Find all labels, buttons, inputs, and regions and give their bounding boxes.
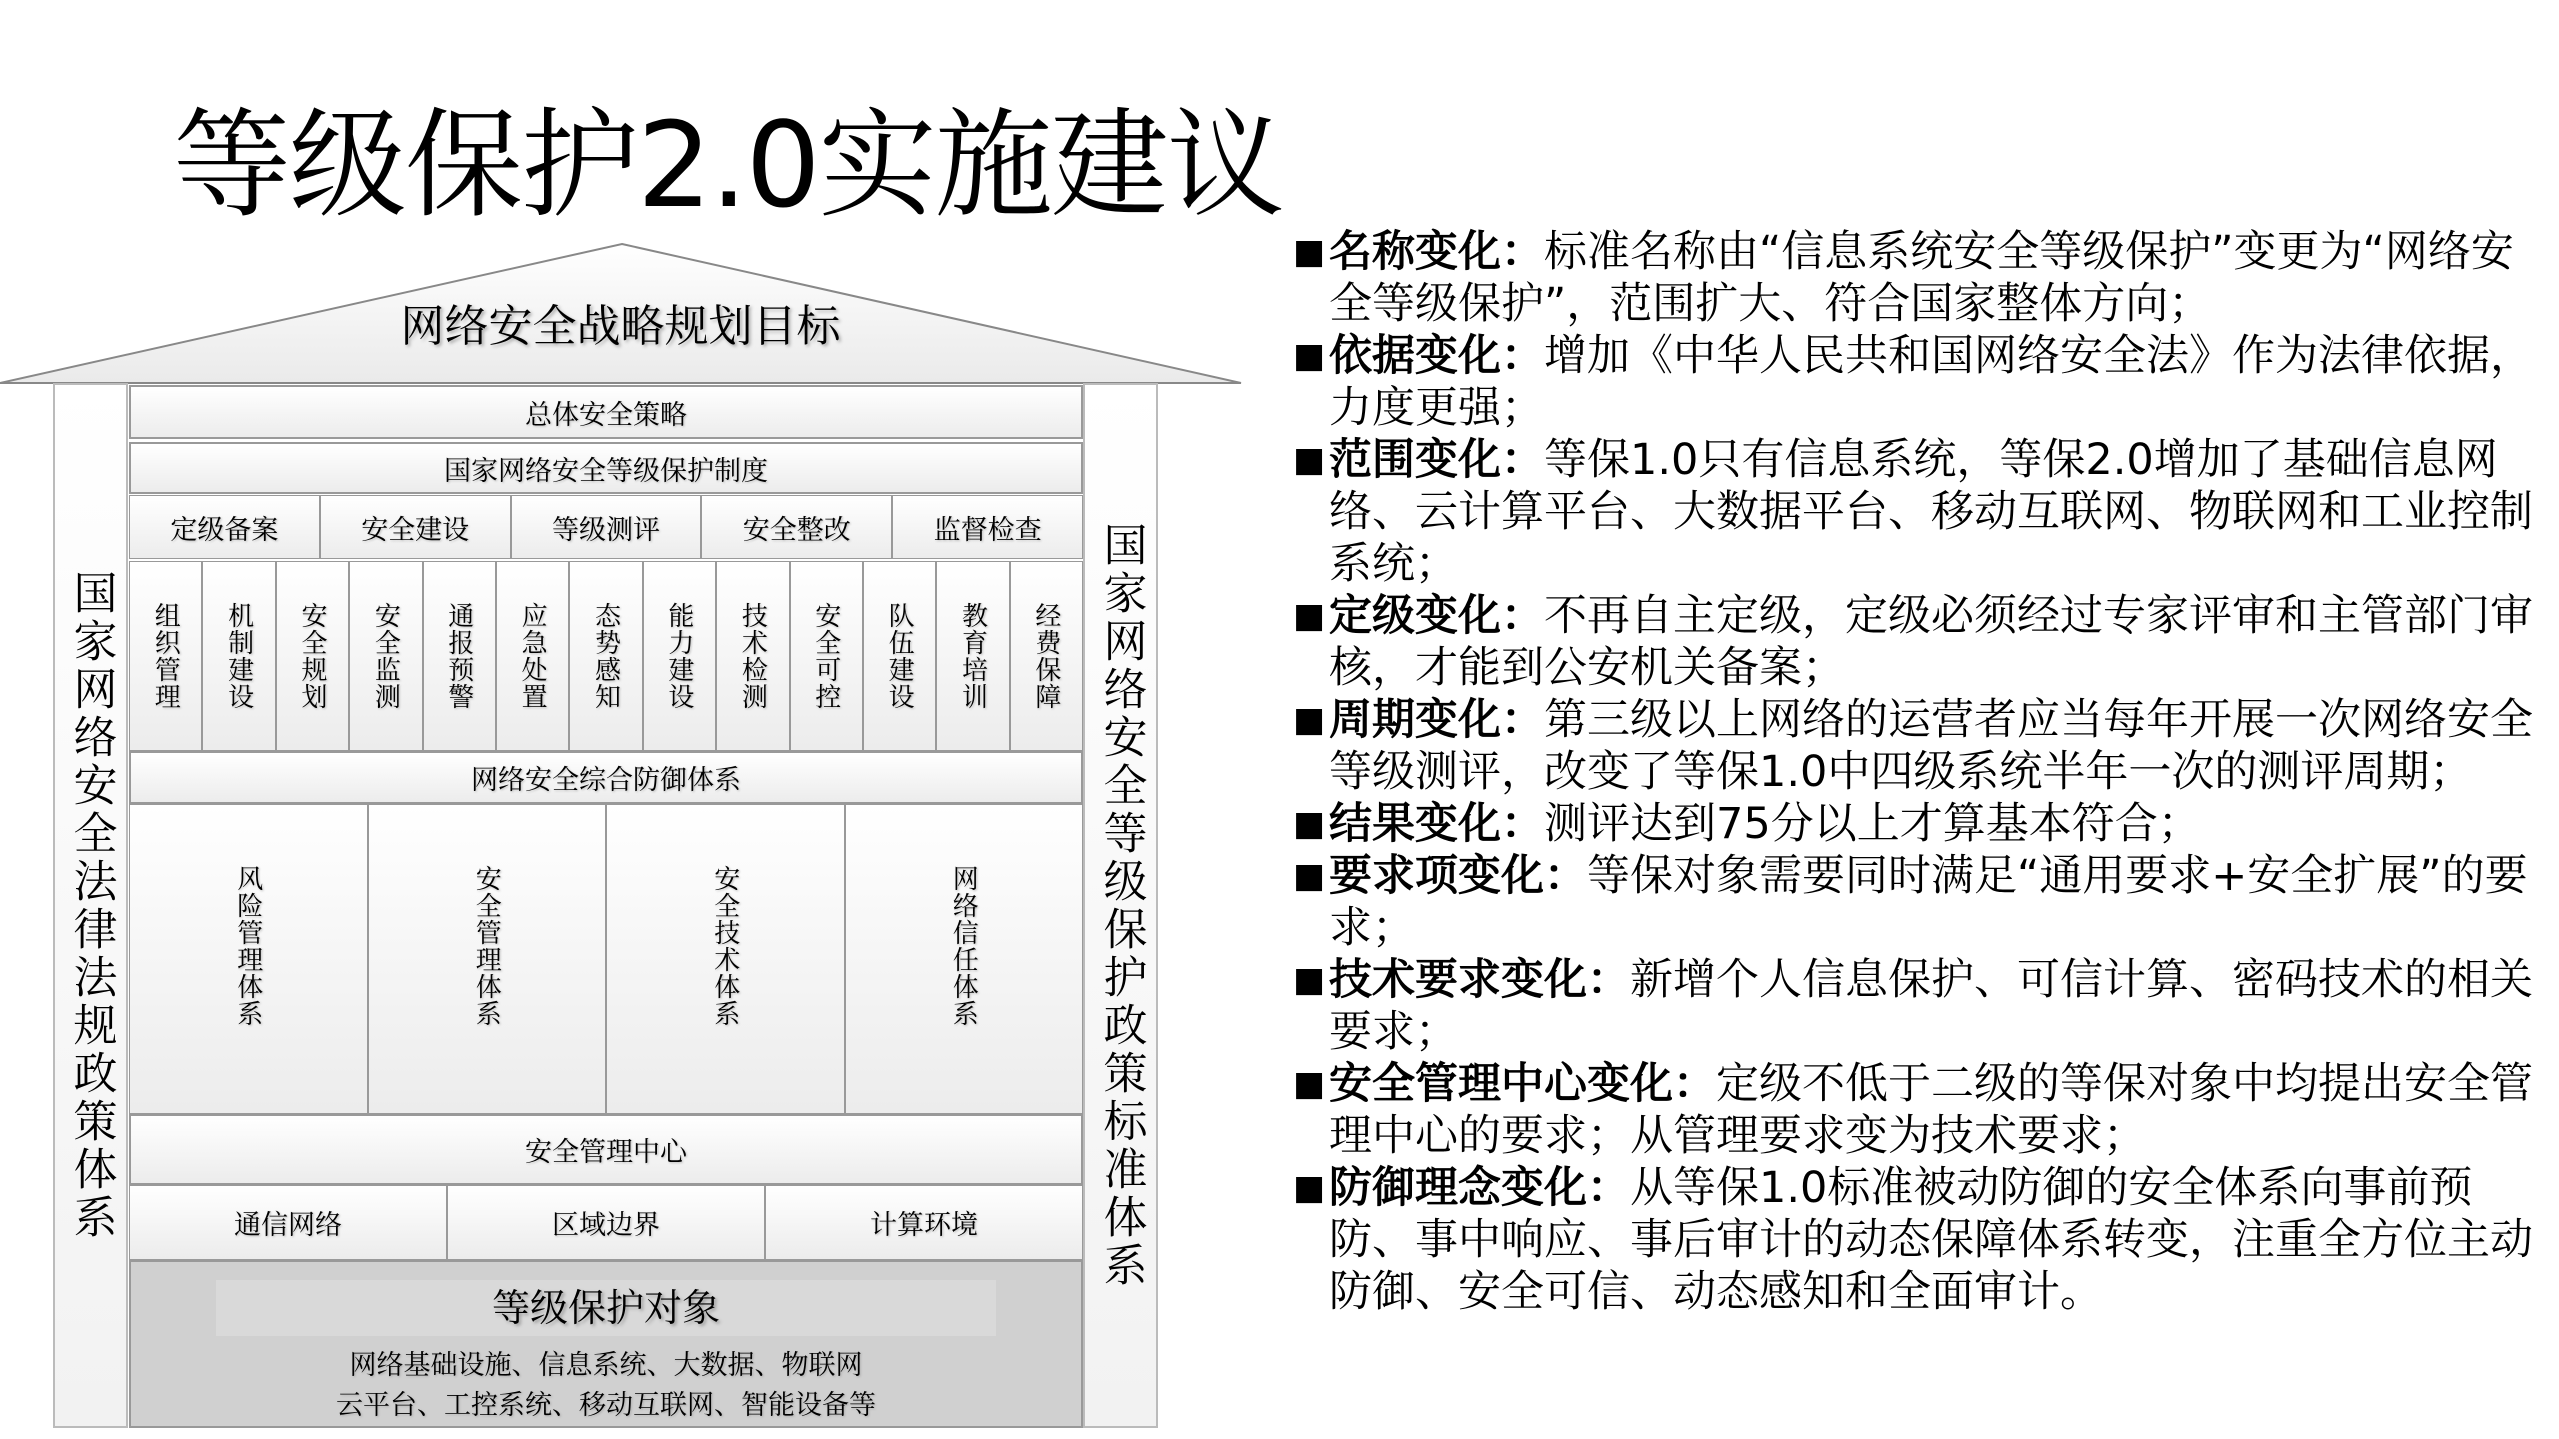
area: 计算环境 — [765, 1185, 1083, 1260]
change-label: 周期变化： — [1329, 695, 1544, 745]
protection-system: 国家网络安全等级保护制度 — [129, 442, 1083, 494]
areas-row — [129, 1185, 1083, 1260]
roof-label: 网络安全战略规划目标 — [400, 301, 841, 352]
page-title: 等级保护2.0实施建议 — [173, 96, 1283, 234]
measure: 队伍建设 — [863, 561, 936, 751]
measure: 技术检测 — [716, 561, 789, 751]
change-text: 新增个人信息保护、可信计算、密码技术的相关要求； — [1329, 955, 2533, 1057]
object-title: 等级保护对象 — [216, 1280, 996, 1336]
stage: 安全建设 — [320, 495, 511, 559]
change-item — [1293, 330, 2533, 434]
change-text: 从等保1.0标准被动防御的安全体系向事前预防、事中响应、事后审计的动态保障体系转变，注重全方位主动防御、安全可信、动态感知和全面审计。 — [1329, 1163, 2533, 1317]
measure: 能力建设 — [643, 561, 716, 751]
object-line: 云平台、工控系统、移动互联网、智能设备等 — [336, 1390, 876, 1421]
stage: 定级备案 — [129, 495, 320, 559]
square-bullet-icon: ■ — [1293, 960, 1326, 1000]
change-item — [1293, 226, 2533, 330]
measure: 应急处置 — [496, 561, 569, 751]
change-label: 要求项变化： — [1329, 851, 1587, 901]
change-text: 标准名称由“信息系统安全等级保护”变更为“网络安全等级保护”，范围扩大、符合国家整体方向； — [1329, 227, 2514, 329]
left-pillar — [53, 383, 128, 1428]
square-bullet-icon: ■ — [1293, 856, 1326, 896]
overall-strategy: 总体安全策略 — [129, 385, 1083, 439]
change-label: 名称变化： — [1329, 227, 1544, 277]
change-text: 不再自主定级，定级必须经过专家评审和主管部门审核，才能到公安机关备案； — [1329, 591, 2533, 693]
measure: 机制建设 — [202, 561, 275, 751]
area: 通信网络 — [129, 1185, 447, 1260]
measure: 安全可控 — [790, 561, 863, 751]
change-label: 定级变化： — [1329, 591, 1544, 641]
square-bullet-icon: ■ — [1293, 596, 1326, 636]
stage: 监督检查 — [892, 495, 1083, 559]
change-item — [1293, 590, 2533, 694]
protection-object — [129, 1260, 1083, 1428]
change-label: 结果变化： — [1329, 799, 1544, 849]
area: 区域边界 — [447, 1185, 765, 1260]
change-label: 防御理念变化： — [1329, 1163, 1630, 1213]
right-pillar — [1083, 383, 1158, 1428]
change-list — [1293, 226, 2533, 1318]
change-item — [1293, 434, 2533, 590]
left-pillar-label: 国家网络安全法律法规政策体系 — [65, 569, 117, 1242]
defense-system: 网络安全综合防御体系 — [129, 751, 1083, 804]
change-item — [1293, 798, 2533, 850]
stage: 等级测评 — [511, 495, 702, 559]
change-label: 技术要求变化： — [1329, 955, 1630, 1005]
change-text: 增加《中华人民共和国网络安全法》作为法律依据，力度更强； — [1329, 331, 2533, 433]
measure: 组织管理 — [129, 561, 202, 751]
change-item — [1293, 1058, 2533, 1162]
change-item — [1293, 954, 2533, 1058]
system: 风险管理体系 — [129, 804, 368, 1114]
measure: 态势感知 — [569, 561, 642, 751]
measures-row — [129, 561, 1083, 751]
change-text: 等保1.0只有信息系统，等保2.0增加了基础信息网络、云计算平台、大数据平台、移动互联网、物联网和工业控制系统； — [1329, 435, 2533, 589]
square-bullet-icon: ■ — [1293, 232, 1326, 272]
system: 安全技术体系 — [606, 804, 845, 1114]
change-label: 安全管理中心变化： — [1329, 1059, 1716, 1109]
system: 网络信任体系 — [845, 804, 1084, 1114]
stage: 安全整改 — [701, 495, 892, 559]
change-label: 范围变化： — [1329, 435, 1544, 485]
change-text: 测评达到75分以上才算基本符合； — [1544, 799, 2201, 849]
square-bullet-icon: ■ — [1293, 1168, 1326, 1208]
change-text: 等保对象需要同时满足“通用要求+安全扩展”的要求； — [1329, 851, 2528, 953]
square-bullet-icon: ■ — [1293, 1064, 1326, 1104]
square-bullet-icon: ■ — [1293, 336, 1326, 376]
stages-row — [129, 495, 1083, 559]
measure: 安全监测 — [349, 561, 422, 751]
system: 安全管理体系 — [368, 804, 607, 1114]
measure: 通报预警 — [423, 561, 496, 751]
change-label: 依据变化： — [1329, 331, 1544, 381]
change-item — [1293, 1162, 2533, 1318]
measure: 经费保障 — [1010, 561, 1083, 751]
change-item — [1293, 850, 2533, 954]
square-bullet-icon: ■ — [1293, 440, 1326, 480]
change-item — [1293, 694, 2533, 798]
right-pillar-label: 国家网络安全等级保护政策标准体系 — [1095, 521, 1147, 1290]
systems-row — [129, 804, 1083, 1114]
square-bullet-icon: ■ — [1293, 700, 1326, 740]
measure: 安全规划 — [276, 561, 349, 751]
change-text: 第三级以上网络的运营者应当每年开展一次网络安全等级测评，改变了等保1.0中四级系统半年一次的测评周期； — [1329, 695, 2533, 797]
change-text: 定级不低于二级的等保对象中均提出安全管理中心的要求；从管理要求变为技术要求； — [1329, 1059, 2533, 1161]
security-management-center: 安全管理中心 — [129, 1114, 1083, 1185]
object-line: 网络基础设施、信息系统、大数据、物联网 — [349, 1350, 863, 1381]
square-bullet-icon: ■ — [1293, 804, 1326, 844]
measure: 教育培训 — [936, 561, 1009, 751]
